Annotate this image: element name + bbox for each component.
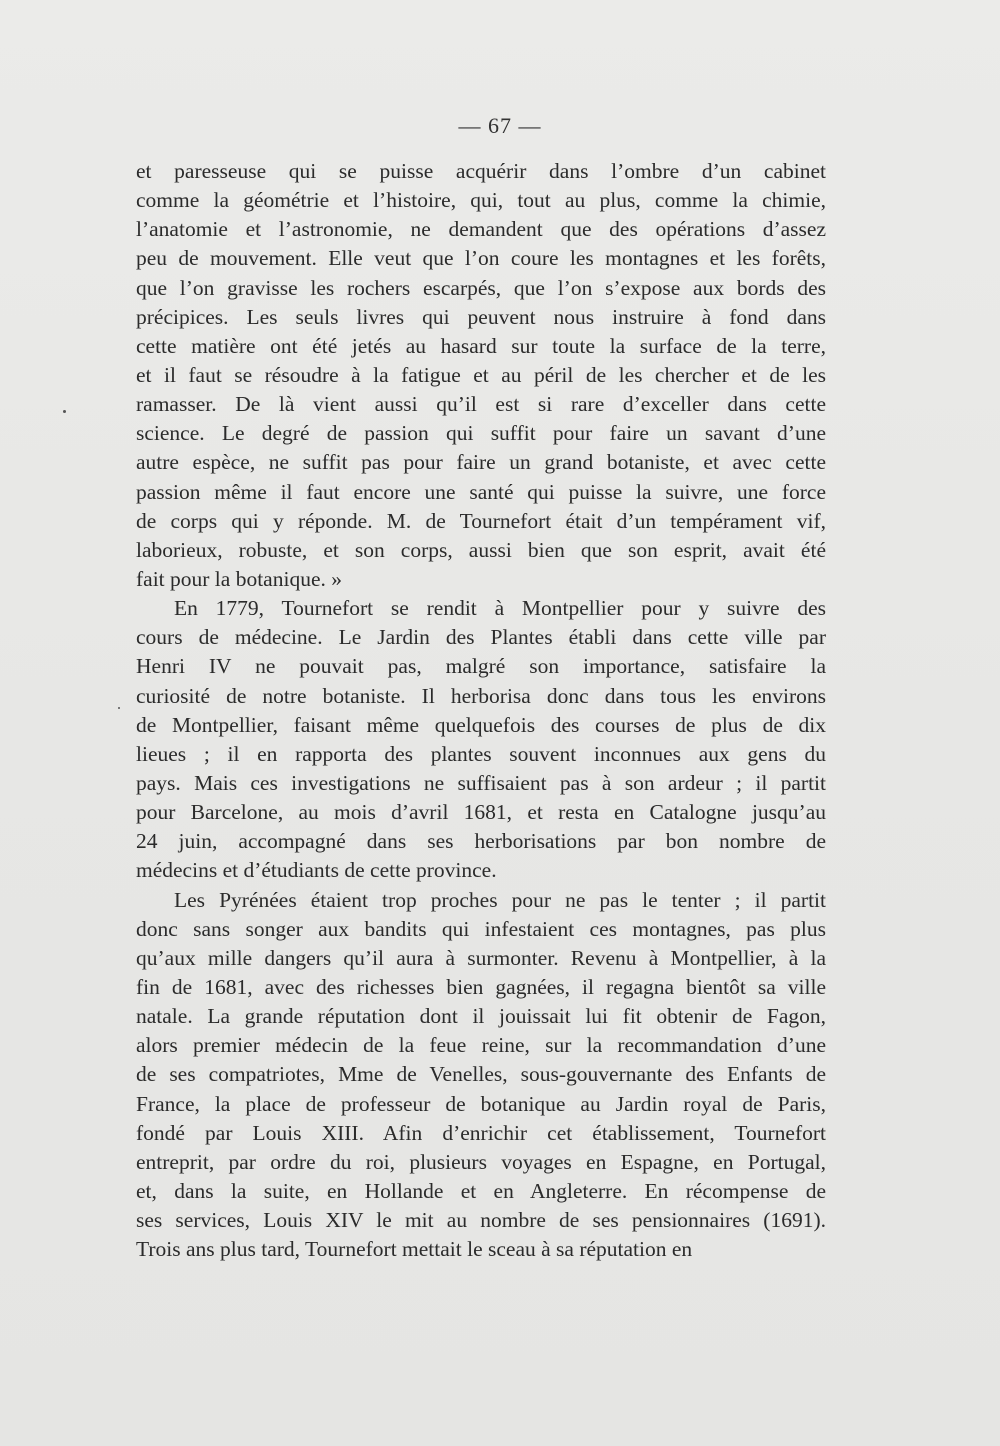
text-line: Henri IV ne pouvait pas, malgré son importance, satisfaire la — [136, 654, 826, 679]
text-line: Trois ans plus tard, Tournefort mettait le sceau à sa réputation en — [136, 1237, 693, 1262]
text-line: cours de médecine. Le Jardin des Plantes établi dans cette ville par — [136, 625, 826, 650]
text-line: de corps qui y réponde. M. de Tournefort était d’un tempérament vif, — [136, 508, 826, 533]
text-line: ses services, Louis XIV le mit au nombre de ses pensionnaires (1691). — [136, 1208, 826, 1233]
text-line: de Montpellier, faisant même quelquefois des courses de plus de dix — [136, 712, 826, 737]
text-line: pays. Mais ces investigations ne suffisaient pas à son ardeur ; il partit — [136, 770, 826, 795]
text-line: science. Le degré de passion qui suffit pour faire un savant d’une — [136, 421, 826, 446]
page-number: — 67 — — [458, 113, 542, 138]
text-line: entreprit, par ordre du roi, plusieurs voyages en Espagne, en Portugal, — [136, 1149, 826, 1174]
text-line: En 1779, Tournefort se rendit à Montpellier pour y suivre des — [174, 596, 826, 621]
text-line: cette matière ont été jetés au hasard sur toute la surface de la terre, — [136, 333, 826, 358]
text-line: 24 juin, accompagné dans ses herborisations par bon nombre de — [136, 829, 826, 854]
text-line: médecins et d’étudiants de cette province. — [136, 858, 497, 883]
text-line: curiosité de notre botaniste. Il herborisa donc dans tous les environs — [136, 683, 826, 708]
text-line: autre espèce, ne suffit pas pour faire un grand botaniste, et avec cette — [136, 450, 826, 475]
body-text — [136, 157, 826, 1264]
text-line: passion même il faut encore une santé qui puisse la suivre, une force — [136, 479, 826, 504]
text-line: et, dans la suite, en Hollande et en Angleterre. En récompense de — [136, 1178, 826, 1203]
text-line: alors premier médecin de la feue reine, sur la recommandation d’une — [136, 1033, 826, 1058]
text-line: et il faut se résoudre à la fatigue et au péril de les chercher et de les — [136, 362, 826, 387]
text-line: France, la place de professeur de botanique au Jardin royal de Paris, — [136, 1091, 826, 1116]
text-line: fondé par Louis XIII. Afin d’enrichir cet établissement, Tournefort — [136, 1120, 826, 1145]
text-line: fin de 1681, avec des richesses bien gagnées, il regagna bientôt sa ville — [136, 974, 826, 999]
text-line: de ses compatriotes, Mme de Venelles, sous-gouvernante des Enfants de — [136, 1062, 826, 1087]
text-line: lieues ; il en rapporta des plantes souvent inconnues aux gens du — [136, 741, 826, 766]
text-line: comme la géométrie et l’histoire, qui, tout au plus, comme la chimie, — [136, 188, 826, 213]
text-line: laborieux, robuste, et son corps, aussi bien que son esprit, avait été — [136, 537, 826, 562]
text-line: donc sans songer aux bandits qui infestaient ces montagnes, pas plus — [136, 916, 826, 941]
text-line: ramasser. De là vient aussi qu’il est si rare d’exceller dans cette — [136, 392, 826, 417]
text-line: et paresseuse qui se puisse acquérir dans l’ombre d’un cabinet — [136, 159, 826, 183]
text-line: précipices. Les seuls livres qui peuvent nous instruire à fond dans — [136, 304, 826, 329]
text-line: l’anatomie et l’astronomie, ne demandent que des opérations d’assez — [136, 217, 826, 242]
paragraph — [136, 886, 826, 1265]
text-line: natale. La grande réputation dont il jouissait lui fit obtenir de Fagon, — [136, 1004, 826, 1029]
text-line: peu de mouvement. Elle veut que l’on coure les montagnes et les forêts, — [136, 246, 826, 271]
paragraph — [136, 594, 826, 885]
text-line: fait pour la botanique. » — [136, 566, 342, 591]
text-line: Les Pyrénées étaient trop proches pour ne pas le tenter ; il partit — [174, 887, 826, 912]
paper-speck — [63, 410, 66, 413]
text-line: que l’on gravisse les rochers escarpés, que l’on s’expose aux bords des — [136, 275, 826, 300]
text-line: qu’aux mille dangers qu’il aura à surmonter. Revenu à Montpellier, à la — [136, 945, 826, 970]
paragraph — [136, 157, 826, 594]
text-line: pour Barcelone, au mois d’avril 1681, et resta en Catalogne jusqu’au — [136, 800, 826, 825]
paper-speck — [118, 707, 120, 709]
